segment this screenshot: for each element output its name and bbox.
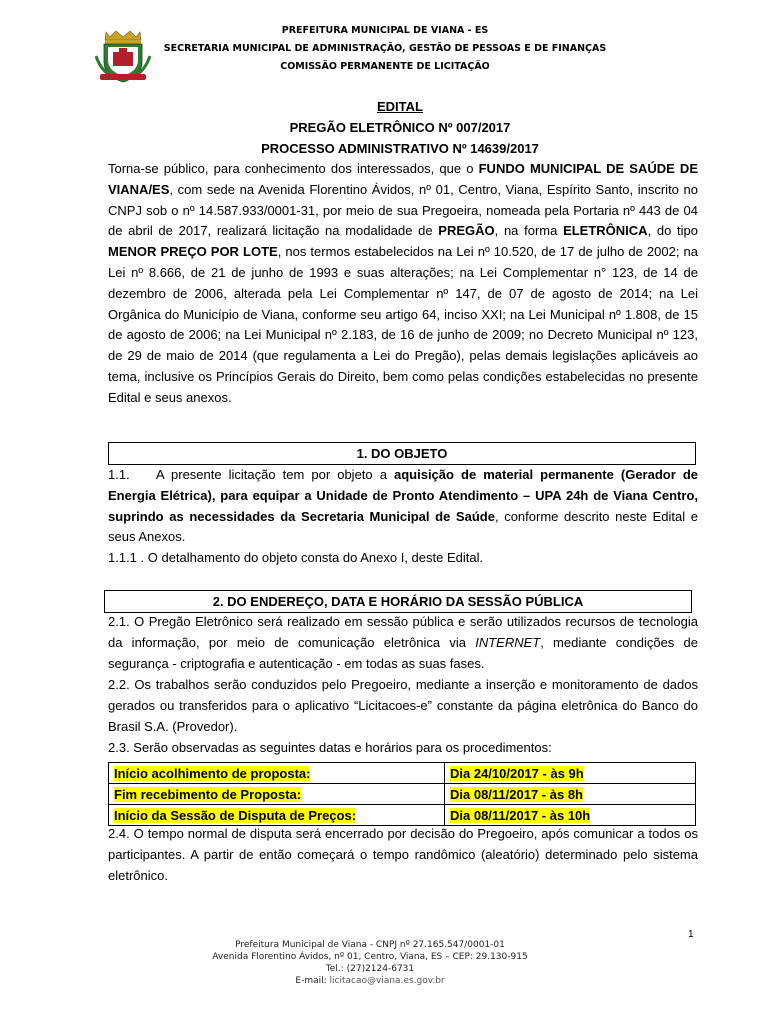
edital-title: EDITAL (377, 99, 423, 114)
schedule-label: Fim recebimento de Proposta: (109, 784, 445, 805)
section-1-heading: 1. DO OBJETO (108, 442, 696, 465)
table-row (109, 805, 696, 826)
section-1-1-paragraph: 1.1. A presente licitação tem por objeto a aquisição de material permanente (Gerador de Energia Elétrica), para equipar a Unidade de Pronto Atendimento – UPA 24h de Viana Centro, suprindo as necessidades da Secretaria Municipal de Saúde, conforme descrito neste Edital e seus Anexos. (108, 467, 698, 545)
section-2-heading: 2. DO ENDEREÇO, DATA E HORÁRIO DA SESSÃO PÚBLICA (104, 590, 692, 613)
schedule-table (108, 762, 696, 826)
footer-cnpj: Prefeitura Municipal de Viana - CNPJ nº 27.165.547/0001-01 (235, 940, 505, 950)
table-row (109, 763, 696, 784)
schedule-value: Dia 08/11/2017 - às 10h (445, 805, 696, 826)
intro-paragraph: Torna-se público, para conhecimento dos interessados, que o FUNDO MUNICIPAL DE SAÚDE DE VIANA/ES, com sede na Avenida Florentino Ávidos, nº 01, Centro, Viana, Espírito Santo, inscrito no CNPJ sob o nº 14.587.933/0001-31, por meio de sua Pregoeira, nomeada pela Portaria nº 443 de 04 de abril de 2017, realizará licitação na modalidade de PREGÃO, na forma ELETRÔNICA, do tipo MENOR PREÇO POR LOTE, nos termos estabelecidos na Lei nº 10.520, de 17 de julho de 2002; na Lei nº 8.666, de 21 de junho de 1993 e suas alterações; na Lei Complementar n° 123, de 14 de dezembro de 2006, alterada pela Lei Complementar nº 147, de 07 de agosto de 2014; na Lei Orgânica do Município de Viana, conforme seu artigo 64, inciso XXI; na Lei Municipal nº 1.808, de 15 de agosto de 2006; na Lei Municipal nº 2.183, de 16 de junho de 2009; no Decreto Municipal nº 123, de 29 de maio de 2014 (que regulamenta a Lei do Pregão), pelas demais legislações aplicáveis ao tema, inclusive os Princípios Gerais do Direito, bem como pelas condições estabelecidas no presente Edital e seus anexos. (108, 161, 698, 405)
header-comissao: COMISSÃO PERMANENTE DE LICITAÇÃO (280, 61, 490, 72)
footer-email: E-mail: licitacao@viana.es.gov.br (295, 976, 445, 986)
header-prefeitura: PREFEITURA MUNICIPAL DE VIANA - ES (281, 25, 489, 36)
header-secretaria: SECRETARIA MUNICIPAL DE ADMINISTRAÇÃO, GESTÃO DE PESSOAS E DE FINANÇAS (163, 43, 607, 54)
footer-address: Avenida Florentino Ávidos, nº 01, Centro, Viana, ES – CEP: 29.130-915 (212, 952, 528, 962)
section-2-4-paragraph: 2.4. O tempo normal de disputa será encerrado por decisão do Pregoeiro, após comunicar a todos os participantes. A partir de então começará o tempo randômico (aleatório) determinado pelo sistema eletrônico. (108, 826, 698, 883)
table-row (109, 784, 696, 805)
email-link[interactable]: licitacao@viana.es.gov.br (329, 976, 445, 986)
section-1-1-1-paragraph: 1.1.1 . O detalhamento do objeto consta do Anexo I, deste Edital. (108, 550, 484, 565)
footer-phone: Tel.: (27)2124-6731 (325, 964, 415, 974)
schedule-value: Dia 24/10/2017 - às 9h (445, 763, 696, 784)
schedule-label: Início da Sessão de Disputa de Preços: (109, 805, 445, 826)
section-2-2-paragraph: 2.2. Os trabalhos serão conduzidos pelo Pregoeiro, mediante a inserção e monitoramento de dados gerados ou transferidos para o aplicativo “Licitacoes-e” constante da página eletrônica do Banco do Brasil S.A. (Provedor). (108, 677, 698, 734)
schedule-value: Dia 08/11/2017 - às 8h (445, 784, 696, 805)
page-number: 1 (688, 929, 694, 940)
schedule-label: Início acolhimento de proposta: (109, 763, 445, 784)
section-2-3-paragraph: 2.3. Serão observadas as seguintes datas e horários para os procedimentos: (108, 740, 552, 755)
processo-number: PROCESSO ADMINISTRATIVO Nº 14639/2017 (261, 141, 539, 156)
pregao-number: PREGÃO ELETRÔNICO Nº 007/2017 (289, 120, 511, 135)
document-header (0, 22, 770, 76)
section-2-1-paragraph: 2.1. O Pregão Eletrônico será realizado em sessão pública e serão utilizados recursos de tecnologia da informação, por meio de comunicação eletrônica via INTERNET, mediante condições de segurança - criptografia e autenticação - em todas as suas fases. (108, 614, 698, 671)
document-footer (0, 939, 740, 987)
